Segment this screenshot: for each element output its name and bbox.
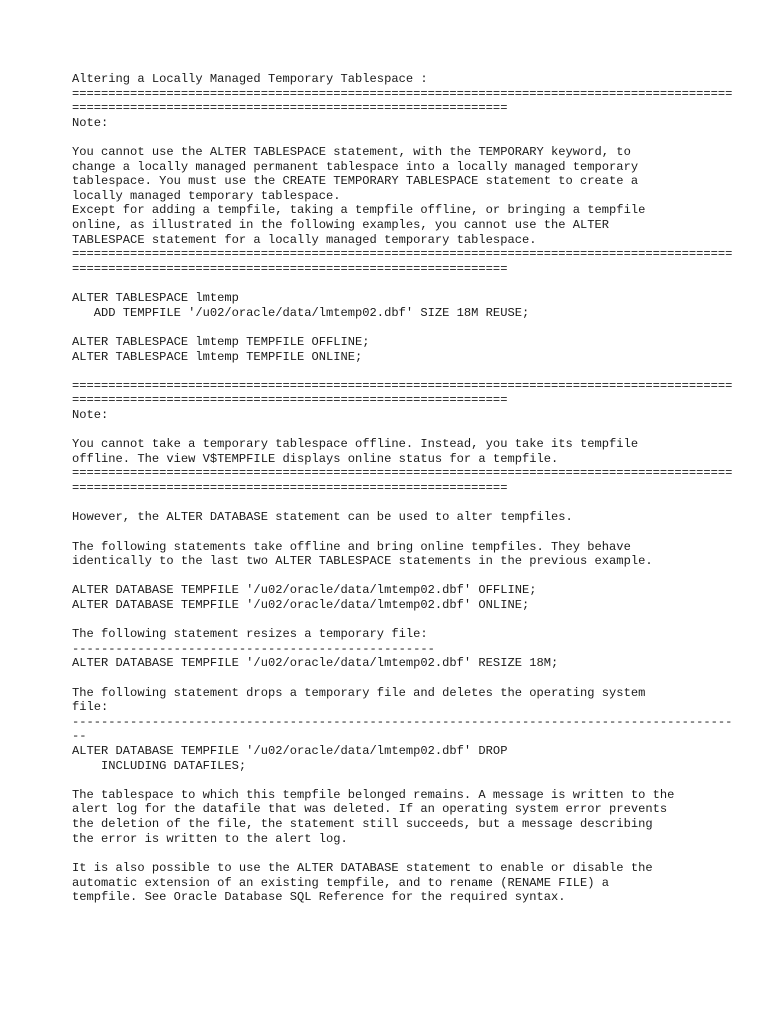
text-line: change a locally managed permanent tablespace into a locally managed temporary — [72, 159, 639, 174]
text-line: online, as illustrated in the following examples, you cannot use the ALTER — [72, 218, 610, 233]
text-line: tablespace. You must use the CREATE TEMPORARY TABLESPACE statement to create a — [72, 174, 639, 189]
text-line: ALTER DATABASE TEMPFILE '/u02/oracle/data/lmtemp02.dbf' DROP — [72, 744, 508, 759]
text-line: ADD TEMPFILE '/u02/oracle/data/lmtemp02.dbf' SIZE 18M REUSE; — [72, 305, 530, 320]
text-line — [72, 496, 712, 511]
text-line: tempfile. See Oracle Database SQL Reference for the required syntax. — [72, 890, 566, 905]
text-line: =========================================================================================== — [72, 247, 733, 262]
text-line: the deletion of the file, the statement still succeeds, but a message describing — [72, 817, 653, 832]
text-line: -------------------------------------------------- — [72, 641, 435, 656]
text-line: file: — [72, 700, 109, 715]
text-line: automatic extension of an existing tempfile, and to rename (RENAME FILE) a — [72, 875, 610, 890]
text-line: Except for adding a tempfile, taking a tempfile offline, or bringing a tempfile — [72, 203, 646, 218]
text-line: It is also possible to use the ALTER DATABASE statement to enable or disable the — [72, 860, 653, 875]
text-line — [72, 423, 712, 438]
text-line — [72, 320, 712, 335]
text-line: The following statement drops a temporary file and deletes the operating system — [72, 685, 646, 700]
text-line: the error is written to the alert log. — [72, 831, 348, 846]
text-line: identically to the last two ALTER TABLESPACE statements in the previous example. — [72, 554, 653, 569]
text-line: Note: — [72, 408, 109, 423]
text-line: You cannot take a temporary tablespace offline. Instead, you take its tempfile — [72, 437, 639, 452]
text-line — [72, 277, 712, 292]
text-line: Altering a Locally Managed Temporary Tablespace : — [72, 72, 428, 86]
text-line: =========================================================================================== — [72, 378, 733, 393]
text-line — [72, 130, 712, 145]
document-body — [72, 72, 733, 905]
text-line: =========================================================================================== — [72, 466, 733, 481]
text-line: ------------------------------------------------------------------------------------------- — [72, 714, 733, 729]
text-line: ALTER DATABASE TEMPFILE '/u02/oracle/data/lmtemp02.dbf' OFFLINE; — [72, 583, 537, 598]
text-line: The following statements take offline and bring online tempfiles. They behave — [72, 539, 631, 554]
text-line: ALTER TABLESPACE lmtemp TEMPFILE OFFLINE; — [72, 334, 370, 349]
text-line: The following statement resizes a temporary file: — [72, 627, 428, 642]
text-line: ALTER TABLESPACE lmtemp TEMPFILE ONLINE; — [72, 349, 363, 364]
text-line: locally managed temporary tablespace. — [72, 188, 341, 203]
text-line: ============================================================ — [72, 261, 508, 276]
text-line: TABLESPACE statement for a locally managed temporary tablespace. — [72, 232, 537, 247]
text-line — [72, 671, 712, 686]
text-line: ALTER DATABASE TEMPFILE '/u02/oracle/data/lmtemp02.dbf' ONLINE; — [72, 597, 530, 612]
text-line — [72, 364, 712, 379]
text-line: However, the ALTER DATABASE statement can be used to alter tempfiles. — [72, 510, 573, 525]
text-line: You cannot use the ALTER TABLESPACE statement, with the TEMPORARY keyword, to — [72, 145, 631, 160]
text-line: Note: — [72, 115, 109, 130]
text-line — [72, 525, 712, 540]
text-line — [72, 613, 712, 628]
text-line: ============================================================ — [72, 101, 508, 116]
text-line: INCLUDING DATAFILES; — [72, 758, 247, 773]
text-line: offline. The view V$TEMPFILE displays online status for a tempfile. — [72, 451, 559, 466]
text-line — [72, 846, 712, 861]
text-line: ALTER TABLESPACE lmtemp — [72, 291, 239, 306]
text-line: -- — [72, 729, 87, 744]
text-line — [72, 773, 712, 788]
text-line — [72, 569, 712, 584]
text-line: ALTER DATABASE TEMPFILE '/u02/oracle/data/lmtemp02.dbf' RESIZE 18M; — [72, 656, 559, 671]
text-line: =========================================================================================== — [72, 86, 733, 101]
text-line: alert log for the datafile that was deleted. If an operating system error prevents — [72, 802, 668, 817]
text-line: ============================================================ — [72, 481, 508, 496]
text-line: ============================================================ — [72, 393, 508, 408]
text-line: The tablespace to which this tempfile belonged remains. A message is written to the — [72, 787, 675, 802]
